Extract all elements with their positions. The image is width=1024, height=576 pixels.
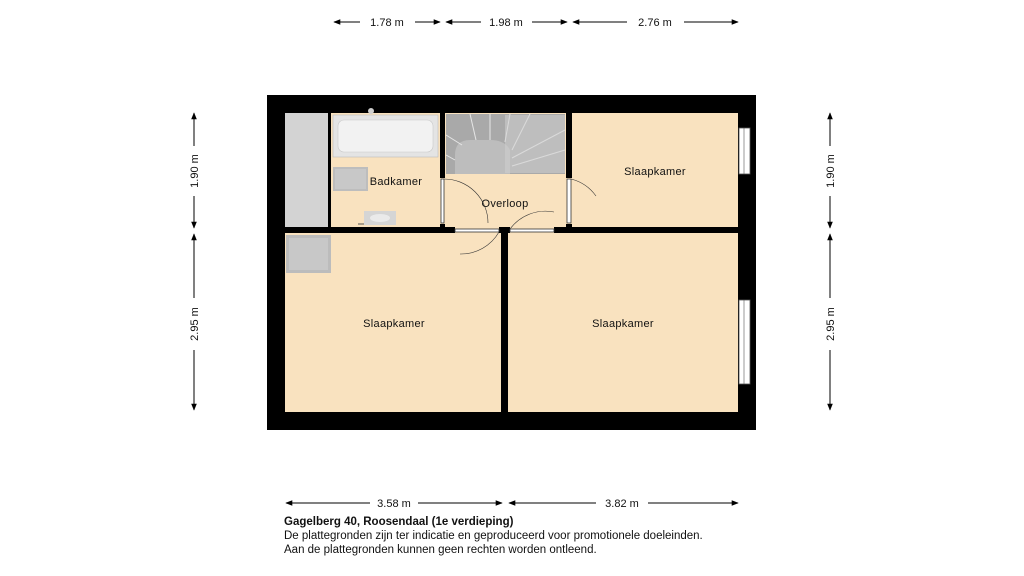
label-badkamer: Badkamer	[369, 176, 423, 188]
dim-bottom-1: 3.58 m	[377, 498, 411, 510]
dim-bottom-2: 3.82 m	[605, 498, 639, 510]
dim-top-3: 2.76 m	[638, 17, 672, 29]
caption-title: Gagelberg 40, Roosendaal (1e verdieping)	[284, 516, 514, 528]
caption-line-1: De plattegronden zijn ter indicatie en geproduceerd voor promotionele doeleinden.	[284, 530, 703, 542]
dim-right-1: 1.90 m	[825, 154, 837, 188]
door-slaapkamer-bottom-right	[510, 229, 554, 232]
dim-top-1: 1.78 m	[370, 17, 404, 29]
storage-closet-floor	[285, 113, 328, 227]
dim-left-2: 2.95 m	[189, 307, 201, 341]
plan-caption	[284, 515, 703, 557]
window-bottom-right	[739, 300, 750, 384]
dim-right-2: 2.95 m	[825, 307, 837, 341]
caption-line-2: Aan de plattegronden kunnen geen rechten worden ontleend.	[284, 544, 597, 556]
dim-left-1: 1.90 m	[189, 154, 201, 188]
window-top-right	[739, 128, 750, 174]
dim-top-2: 1.98 m	[489, 17, 523, 29]
staircase	[446, 114, 565, 174]
label-overloop: Overloop	[481, 198, 529, 210]
door-slaapkamer-top-right	[567, 179, 571, 223]
label-slaapkamer-top-right: Slaapkamer	[624, 166, 686, 178]
label-slaapkamer-bottom-right: Slaapkamer	[592, 318, 654, 330]
label-slaapkamer-bottom-left: Slaapkamer	[363, 318, 425, 330]
shower-head-icon	[368, 108, 374, 114]
door-slaapkamer-bottom-left	[455, 229, 499, 232]
door-badkamer	[441, 179, 444, 223]
